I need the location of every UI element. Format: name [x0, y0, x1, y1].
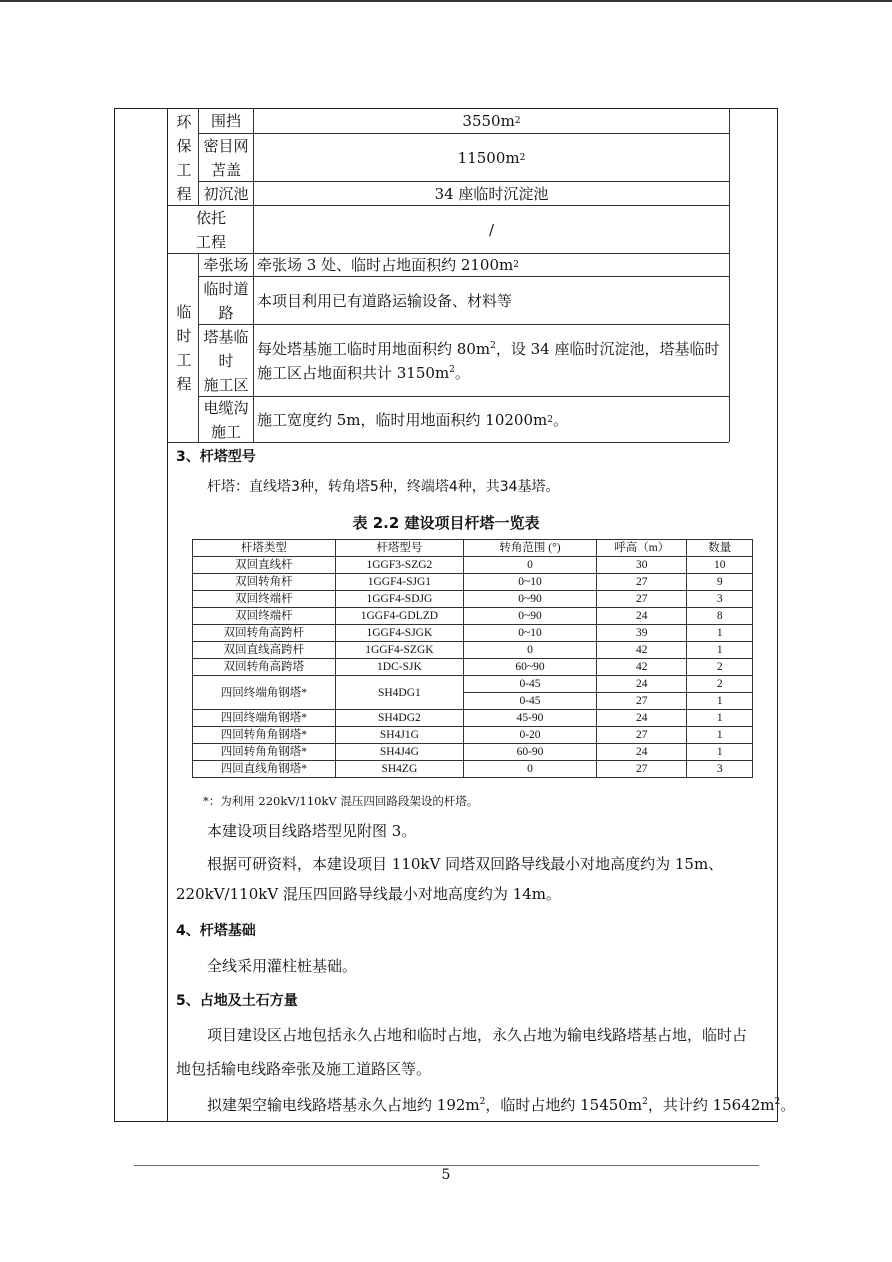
temp-row-name: 临时道 路 [203, 279, 249, 322]
rely-project-value: / [488, 220, 495, 239]
cell-height: 24 [597, 608, 687, 625]
temp-row-name: 牵张场 [203, 256, 249, 274]
cell-angle: 0 [463, 557, 596, 574]
cell-model: SH4ZG [335, 761, 463, 778]
cell-count: 2 [687, 659, 753, 676]
section-4-heading: 4、杆塔基础 [176, 923, 256, 939]
cell-height: 39 [597, 625, 687, 642]
temp-row-value: 每处塔基施工临时用地面积约 $80m^2$，设 34 座临时沉淀池，塔基临时 施工区占地面积共计 $3150m^2$。 [257, 339, 720, 382]
env-row-name: 围挡 [210, 112, 241, 130]
cell-type: 双回直线高跨杆 [193, 642, 336, 659]
cell-type: 四回直线角钢塔* [193, 761, 336, 778]
table-row [193, 676, 753, 693]
cell-height: 24 [597, 676, 687, 693]
env-row-value: 3550m 2 [462, 112, 521, 130]
table-row [193, 574, 753, 591]
column-header: 转角范围 (°) [463, 540, 596, 557]
cell-count: 1 [687, 642, 753, 659]
cell-type: 四回转角角钢塔* [193, 727, 336, 744]
cell-count: 3 [687, 591, 753, 608]
temp-row-value: 牵张场 3 处、临时占地面积约 2100m 2 [257, 256, 519, 274]
cell-count: 10 [687, 557, 753, 574]
cell-angle: 45-90 [463, 710, 596, 727]
cell-type: 双回直线杆 [193, 557, 336, 574]
table-row [193, 710, 753, 727]
section-5-line-1: 项目建设区占地包括永久占地和临时占地，永久占地为输电线路塔基占地，临时占 [207, 1026, 748, 1044]
cell-model: SH4J1G [335, 727, 463, 744]
section-4-text: 全线采用灌柱桩基础。 [207, 957, 358, 975]
cell-angle: 0-20 [463, 727, 596, 744]
cell-model: SH4J4G [335, 744, 463, 761]
rely-project-name: 依托 工程 [195, 208, 226, 251]
column-header: 杆塔类型 [193, 540, 336, 557]
height-paragraph-line-1: 根据可研资料，本建设项目 110kV 同塔双回路导线最小对地高度约为 15m、 [207, 855, 724, 873]
cell-count: 3 [687, 761, 753, 778]
cell-height: 24 [597, 710, 687, 727]
cell-type: 双回转角杆 [193, 574, 336, 591]
temp-group-label: 临 时 工 程 [176, 303, 192, 393]
table-footnote: *：为利用 220kV/110kV 混压四回路段架设的杆塔。 [203, 794, 479, 808]
table-row [193, 642, 753, 659]
section-5-line-3: 拟建架空输电线路塔基永久占地约 $192m^2$，临时占地约 $15450m^2$，共计约 $15642m^2$。 [207, 1096, 796, 1114]
section-5-line-2: 地包括输电线路牵张及施工道路区等。 [176, 1060, 432, 1078]
table-row [193, 557, 753, 574]
cell-count: 1 [687, 710, 753, 727]
cell-type: 四回转角角钢塔* [193, 744, 336, 761]
form-left-column-divider [167, 108, 168, 1122]
page-top-border [0, 0, 892, 2]
section-3-heading: 3、杆塔型号 [176, 449, 256, 465]
cell-model: SH4DG1 [335, 676, 463, 710]
cell-height: 27 [597, 574, 687, 591]
env-row-value: 11500m 2 [457, 148, 526, 167]
cell-type: 双回终端杆 [193, 591, 336, 608]
tower-table [192, 539, 753, 778]
cell-angle: 0 [463, 642, 596, 659]
cell-count: 1 [687, 625, 753, 642]
cell-height: 42 [597, 659, 687, 676]
height-paragraph-line-2: 220kV/110kV 混压四回路导线最小对地高度约为 14m。 [176, 885, 562, 903]
cell-angle: 0~90 [463, 591, 596, 608]
figure-reference-text: 本建设项目线路塔型见附图 3。 [207, 822, 417, 840]
cell-count: 9 [687, 574, 753, 591]
cell-height: 27 [597, 693, 687, 710]
cell-angle: 0-45 [463, 693, 596, 710]
cell-type: 四回终端角钢塔* [193, 710, 336, 727]
section-3-text: 杆塔：直线塔3种，转角塔5种，终端塔4种，共34基塔。 [207, 479, 560, 495]
env-row-name: 密目网 苫盖 [203, 136, 249, 179]
cell-model: 1GGF4-SDJG [335, 591, 463, 608]
cell-angle: 0~10 [463, 574, 596, 591]
cell-angle: 60-90 [463, 744, 596, 761]
cell-model: SH4DG2 [335, 710, 463, 727]
cell-height: 30 [597, 557, 687, 574]
env-row-name: 初沉池 [203, 184, 249, 203]
table-row [193, 608, 753, 625]
page-number: 5 [441, 1167, 451, 1183]
table-row [193, 659, 753, 676]
cell-height: 42 [597, 642, 687, 659]
cell-angle: 0~10 [463, 625, 596, 642]
column-header: 杆塔型号 [335, 540, 463, 557]
cell-model: 1GGF4-SZGK [335, 642, 463, 659]
cell-model: 1GGF4-SJGK [335, 625, 463, 642]
section-5-heading: 5、占地及土石方量 [176, 993, 298, 1009]
cell-model: 1GGF3-SZG2 [335, 557, 463, 574]
cell-angle: 60~90 [463, 659, 596, 676]
env-group-label: 环 保 工 程 [176, 113, 192, 203]
cell-type: 双回终端杆 [193, 608, 336, 625]
temp-row-name: 塔基临 时 施工区 [203, 327, 249, 394]
cell-count: 2 [687, 676, 753, 693]
table-row [193, 727, 753, 744]
cell-count: 1 [687, 727, 753, 744]
table-header-row [193, 540, 753, 557]
cell-type: 双回转角高跨塔 [193, 659, 336, 676]
cell-angle: 0~90 [463, 608, 596, 625]
cell-height: 24 [597, 744, 687, 761]
table-row [193, 591, 753, 608]
temp-row-value: 施工宽度约 5m，临时用地面积约 10200m 2 。 [257, 410, 568, 429]
cell-angle: 0-45 [463, 676, 596, 693]
cell-count: 1 [687, 744, 753, 761]
cell-height: 27 [597, 761, 687, 778]
cell-angle: 0 [463, 761, 596, 778]
tower-table-caption: 表 2.2 建设项目杆塔一览表 [352, 514, 540, 532]
column-header: 数量 [687, 540, 753, 557]
cell-count: 1 [687, 693, 753, 710]
table-row [193, 625, 753, 642]
cell-height: 27 [597, 591, 687, 608]
table-row [193, 744, 753, 761]
footer-divider [134, 1165, 759, 1166]
temp-row-value: 本项目利用已有道路运输设备、材料等 [257, 291, 513, 310]
cell-model: 1GGF4-GDLZD [335, 608, 463, 625]
env-row-value: 34 座临时沉淀池 [434, 184, 549, 203]
cell-model: 1GGF4-SJG1 [335, 574, 463, 591]
column-header: 呼高（m） [597, 540, 687, 557]
temp-row-name: 电缆沟 施工 [203, 398, 249, 441]
cell-type: 四回终端角钢塔* [193, 676, 336, 710]
cell-height: 27 [597, 727, 687, 744]
cell-model: 1DC-SJK [335, 659, 463, 676]
table-row [193, 761, 753, 778]
cell-count: 8 [687, 608, 753, 625]
cell-type: 双回转角高跨杆 [193, 625, 336, 642]
